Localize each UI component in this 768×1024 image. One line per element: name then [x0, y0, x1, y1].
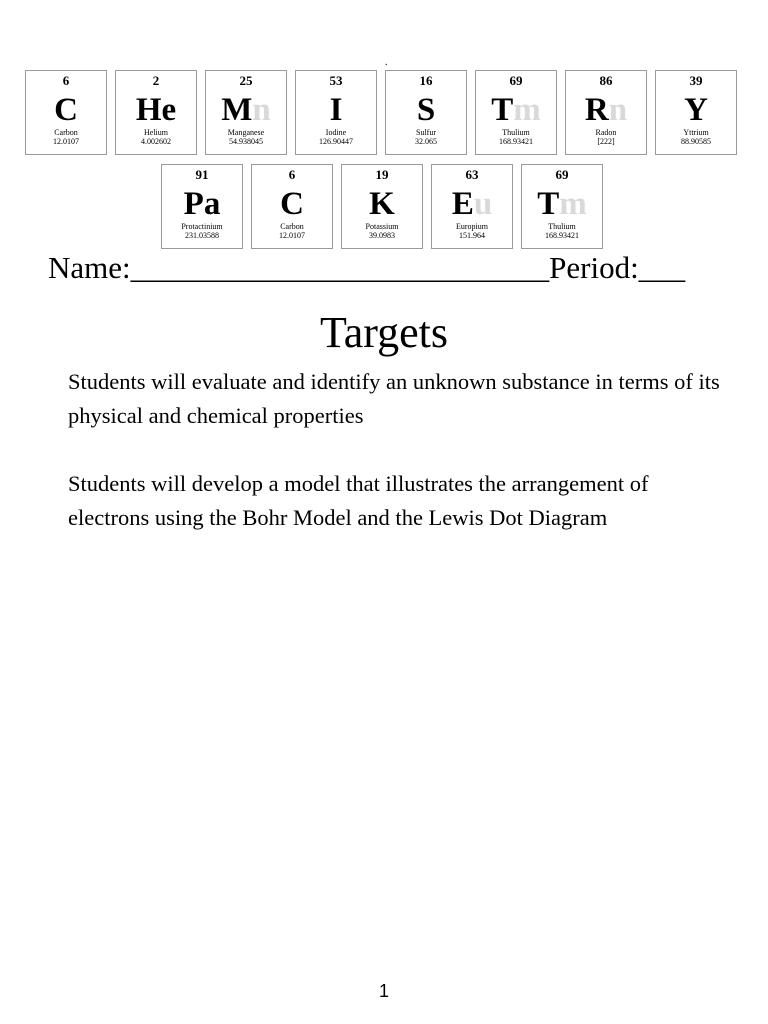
stray-dot: . [385, 57, 388, 68]
element-name: Radon [595, 128, 617, 137]
atomic-number: 69 [509, 73, 523, 88]
element-tiles-row-2 [161, 164, 603, 249]
symbol-faded: m [559, 186, 587, 222]
symbol-main: R [584, 92, 609, 128]
element-name: Yttrium [683, 128, 709, 137]
element-name: Thulium [502, 128, 530, 137]
element-tile [521, 164, 603, 249]
element-symbol [162, 186, 242, 222]
element-name: Sulfur [416, 128, 436, 137]
element-symbol [116, 92, 196, 128]
element-symbol [252, 186, 332, 222]
symbol-main: K [369, 186, 395, 222]
atomic-mass: 39.0983 [369, 231, 395, 240]
atomic-mass: 168.93421 [545, 231, 579, 240]
atomic-number: 6 [288, 167, 296, 182]
atomic-number: 69 [555, 167, 569, 182]
element-symbol [296, 92, 376, 128]
atomic-mass: 151.964 [459, 231, 485, 240]
atomic-mass: [222] [597, 137, 615, 146]
target-paragraph-1: Students will evaluate and identify an unknown substance in terms of its physical and chemical properties [68, 369, 720, 428]
element-symbol [566, 92, 646, 128]
element-tile [205, 70, 287, 155]
element-symbol [26, 92, 106, 128]
element-name: Thulium [548, 222, 576, 231]
element-symbol [522, 186, 602, 222]
atomic-number: 91 [195, 167, 209, 182]
element-tile [565, 70, 647, 155]
element-tile [115, 70, 197, 155]
symbol-main: He [135, 92, 177, 128]
symbol-faded: u [473, 186, 493, 222]
element-name: Protactinium [181, 222, 223, 231]
element-name: Carbon [54, 128, 78, 137]
atomic-mass: 168.93421 [499, 137, 533, 146]
element-name: Iodine [325, 128, 347, 137]
element-name: Carbon [280, 222, 304, 231]
atomic-number: 86 [599, 73, 613, 88]
element-tile [295, 70, 377, 155]
symbol-main: S [416, 92, 436, 128]
atomic-number: 6 [62, 73, 70, 88]
element-symbol [342, 186, 422, 222]
element-symbol [656, 92, 736, 128]
element-symbol [476, 92, 556, 128]
symbol-main: C [54, 92, 78, 128]
element-tile [475, 70, 557, 155]
element-tile [25, 70, 107, 155]
element-tile [161, 164, 243, 249]
element-tile [431, 164, 513, 249]
atomic-mass: 88.90585 [681, 137, 711, 146]
symbol-main: T [491, 92, 514, 128]
page-number: 1 [378, 981, 389, 1001]
atomic-mass: 54.938045 [229, 137, 263, 146]
element-tile [251, 164, 333, 249]
element-symbol [432, 186, 512, 222]
symbol-faded: n [608, 92, 628, 128]
element-tile [385, 70, 467, 155]
target-paragraph-2: Students will develop a model that illustrates the arrangement of electrons using the Bohr Model and the Lewis Dot Diagram [68, 471, 649, 530]
page-title: Targets [319, 308, 449, 357]
atomic-mass: 4.002602 [141, 137, 171, 146]
element-symbol [206, 92, 286, 128]
element-tile [655, 70, 737, 155]
element-name: Helium [144, 128, 168, 137]
element-tile [341, 164, 423, 249]
symbol-faded: m [513, 92, 541, 128]
symbol-main: C [280, 186, 304, 222]
atomic-mass: 126.90447 [319, 137, 353, 146]
symbol-faded: n [252, 92, 271, 128]
atomic-mass: 32.065 [415, 137, 437, 146]
atomic-number: 63 [465, 167, 479, 182]
element-symbol [386, 92, 466, 128]
symbol-main: M [221, 92, 253, 128]
name-period-line: Name:___________________________Period:___ [48, 250, 686, 285]
element-name: Manganese [227, 128, 265, 137]
atomic-number: 53 [329, 73, 343, 88]
symbol-main: Pa [183, 186, 221, 222]
atomic-number: 16 [419, 73, 433, 88]
symbol-main: T [537, 186, 560, 222]
element-name: Potassium [365, 222, 399, 231]
element-tiles-row-1 [25, 70, 737, 155]
atomic-number: 39 [689, 73, 703, 88]
atomic-mass: 231.03588 [185, 231, 219, 240]
symbol-main: Y [684, 92, 708, 128]
element-name: Europium [456, 222, 488, 231]
atomic-number: 2 [152, 73, 160, 88]
symbol-main: E [451, 186, 474, 222]
atomic-number: 25 [239, 73, 253, 88]
atomic-mass: 12.0107 [279, 231, 305, 240]
symbol-main: I [329, 92, 343, 128]
atomic-mass: 12.0107 [53, 137, 79, 146]
atomic-number: 19 [375, 167, 389, 182]
